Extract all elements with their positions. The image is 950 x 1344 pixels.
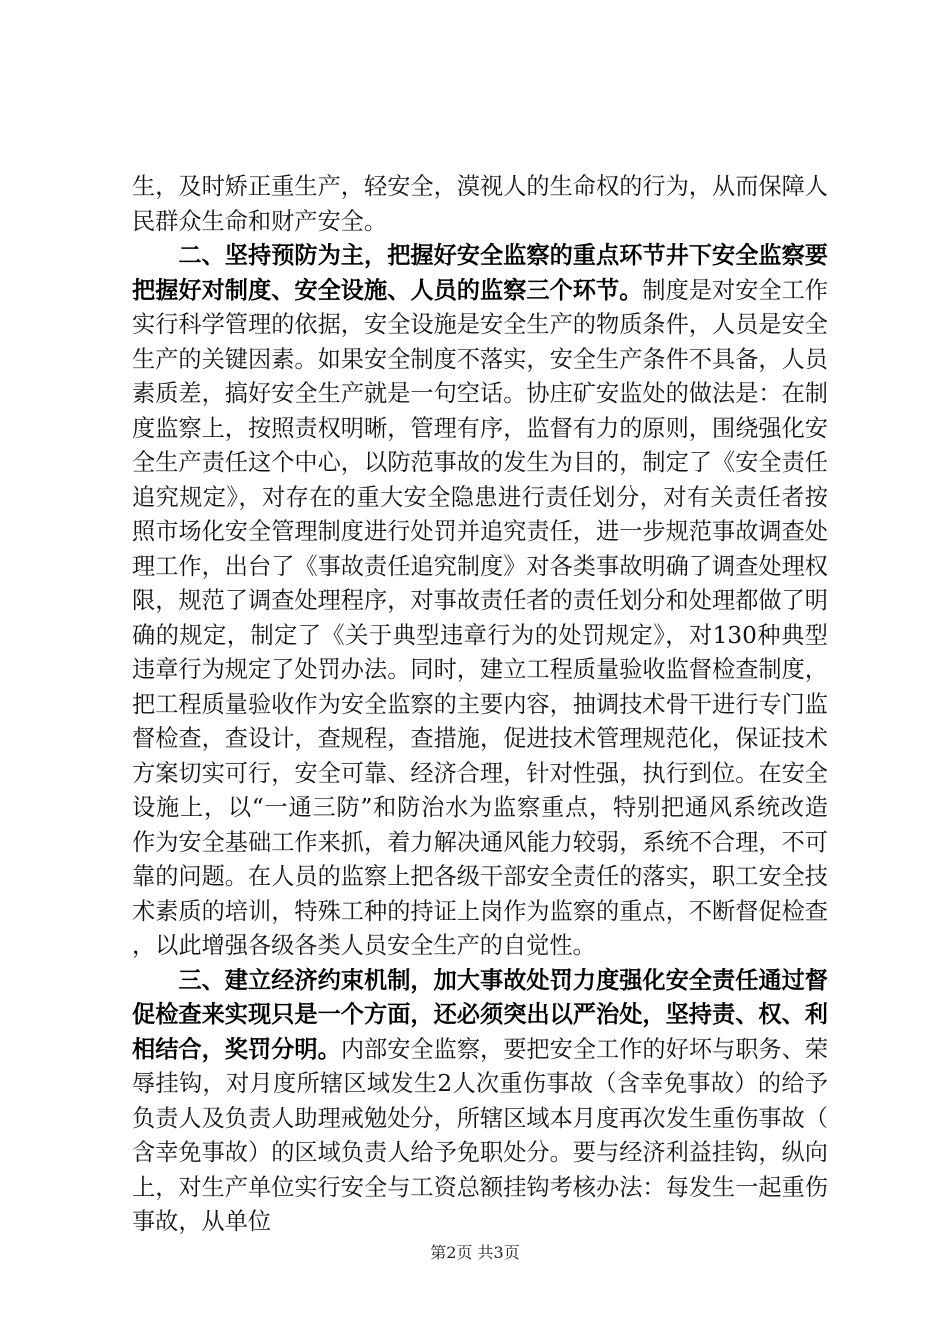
paragraph-3-heading: 三、建立经济约束机制，加大事故处罚力度强化安全责任通过督促检查来实现只是一个方面，还必须突出以严治处，坚持责、权、利相结合，奖罚分明。 xyxy=(132,966,828,1063)
page-number-footer: 第2页 共3页 xyxy=(430,1243,520,1262)
paragraph-3-text: 内部安全监察，要把安全工作的好坏与职务、荣辱挂钩，对月度所辖区域发生2人次重伤事故（含幸免事故）的给予负责人及负责人助理戒勉处分，所辖区域本月度再次发生重伤事故（含幸免事故）的区域负责人给予免职处分。要与经济利益挂钩，纵向上，对生产单位实行安全与工资总额挂钩考核办法：每发生一起重伤事故，从单位 xyxy=(132,1035,829,1235)
paragraph-1 xyxy=(132,170,828,239)
document-body xyxy=(132,170,828,1240)
paragraph-1-text: 生，及时矫正重生产，轻安全，漠视人的生命权的行为，从而保障人民群众生命和财产安全。 xyxy=(132,173,828,235)
paragraph-2-text: 制度是对安全工作实行科学管理的依据，安全设施是安全生产的物质条件，人员是安全生产的关键因素。如果安全制度不落实，安全生产条件不具备，人员素质差，搞好安全生产就是一句空话。协庄矿安监处的做法是：在制度监察上，按照责权明晰，管理有序，监督有力的原则，围绕强化安全生产责任这个中心，以防范事故的发生为目的，制定了《安全责任追究规定》，对存在的重大安全隐患进行责任划分，对有关责任者按照市场化安全管理制度进行处罚并追究责任，进一步规范事故调查处理工作，出台了《事故责任追究制度》对各类事故明确了调查处理权限，规范了调查处理程序，对事故责任者的责任划分和处理都做了明确的规定，制定了《关于典型违章行为的处罚规定》，对130种典型违章行为规定了处罚办法。同时，建立工程质量验收监督检查制度，把工程质量验收作为安全监察的主要内容，抽调技术骨干进行专门监督检查，查设计，查规程，查措施，促进技术管理规范化，保证技术方案切实可行，安全可靠、经济合理，针对性强，执行到位。在安全设施上，以“一通三防”和防治水为监察重点，特别把通风系统改造作为安全基础工作来抓，着力解决通风能力较弱，系统不合理，不可靠的问题。在人员的监察上把各级干部安全责任的落实，职工安全技术素质的培训，特殊工种的持证上岗作为监察的重点，不断督促检查，以此增强各级各类人员安全生产的自觉性。 xyxy=(132,276,829,959)
paragraph-3 xyxy=(132,964,828,1240)
paragraph-2 xyxy=(132,239,828,964)
paragraph-2-heading: 二、坚持预防为主，把握好安全监察的重点环节井下安全监察要把握好对制度、安全设施、人员的监察三个环节。 xyxy=(132,242,828,304)
